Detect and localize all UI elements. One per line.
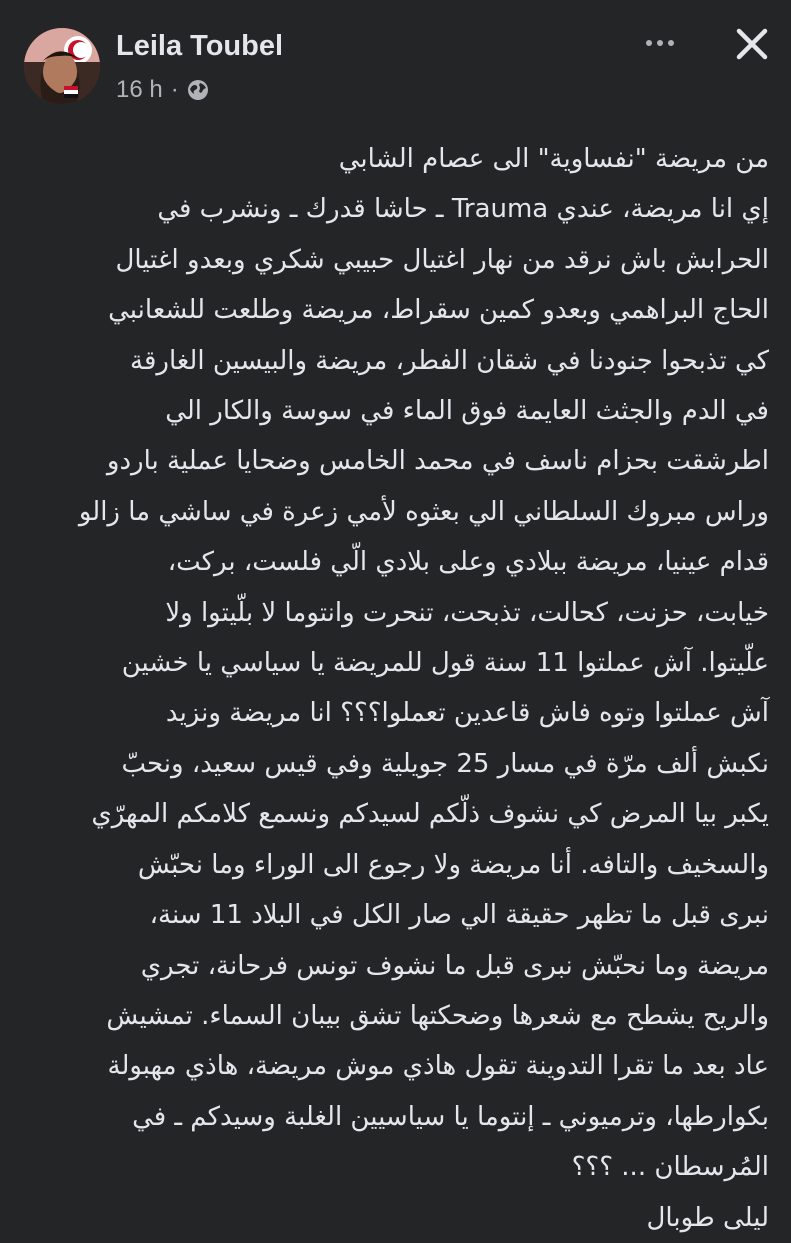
more-dot: [646, 40, 652, 46]
meta-separator: ·: [170, 76, 179, 103]
close-icon[interactable]: [730, 22, 774, 66]
post-text-line: في الدم والجثث العايمة فوق الماء في سوسة والكار الي: [165, 396, 769, 427]
post-text-line: علّيتوا. آش عملتوا 11 سنة قول للمريضة يا سياسي يا خشين: [121, 648, 769, 679]
post-header: [0, 0, 791, 120]
post-meta: [116, 72, 209, 108]
post-text-line: عاد بعد ما تقرا التدوينة تقول هاذي موش مريضة، هاذي مهبولة: [107, 1051, 769, 1082]
post-text-line: الحاج البراهمي وبعدو كمين سقراط، مريضة وطلعت للشعانبي: [108, 295, 769, 326]
post-text-line: إي انا مريضة، عندي Trauma ـ حاشا قدرك ـ ونشرب في: [157, 194, 769, 225]
post-text-line: والسخيف والتافه. أنا مريضة ولا رجوع الى الوراء وما نحبّش: [137, 849, 769, 880]
post-text-line: كي تذبحوا جنودنا في شقان الفطر، مريضة والبيسين الغارقة: [130, 345, 769, 376]
post-text-line: نبرى قبل ما تظهر حقيقة الي صار الكل في البلاد 11 سنة،: [149, 900, 769, 931]
post-text-line: آش عملتوا وتوه فاش قاعدين تعملوا؟؟؟ انا مريضة ونزيد: [165, 698, 769, 729]
post-text-line: يكبر بيا المرض كي نشوف ذلّكم لسيدكم ونسمع كلامكم المهرّي: [91, 799, 769, 830]
post-text-line: نكبش ألف مرّة في مسار 25 جويلية وفي قيس سعيد، ونحبّ: [121, 748, 769, 779]
post-text-line: والريح يشطح مع شعرها وضحكتها تشق بيبان السماء. تمشيش: [106, 1000, 769, 1031]
more-dot: [668, 40, 674, 46]
avatar-image: [24, 28, 100, 104]
post-text-line: الحرابش باش نرقد من نهار اغتيال حبيبي شكري وبعدو اغتيال: [115, 244, 769, 275]
post-text-line: مريضة وما نحبّش نبرى قبل ما نشوف تونس فرحانة، تجري: [140, 950, 769, 981]
post-body: [22, 134, 769, 1243]
globe-icon: [187, 79, 209, 101]
post-text-line: اطرشقت بحزام ناسف في محمد الخامس وضحايا عملية باردو: [106, 446, 769, 477]
author-avatar[interactable]: [24, 28, 100, 104]
post-text-line: بكوارطها، وترميوني ـ إنتوما يا سياسيين الغلبة وسيدكم ـ في: [132, 1101, 769, 1132]
post-text-line: وراس مبروك السلطاني الي بعثوه لأمي زعرة في ساشي ما زالو: [78, 496, 769, 527]
post-text-line: المُرسطان ... ؟؟؟: [571, 1152, 769, 1183]
post-time[interactable]: 16 h: [116, 76, 163, 103]
author-name[interactable]: Leila Toubel: [116, 30, 284, 62]
post-text-line: ليلى طوبال: [646, 1202, 769, 1233]
post-text-line: من مريضة "نفساوية" الى عصام الشابي: [338, 144, 769, 174]
more-options-icon[interactable]: [640, 26, 680, 60]
post-text-line: خيابت، حزنت، كحالت، تذبحت، تنحرت وانتوما لا بلّيتوا ولا: [165, 597, 769, 628]
more-dot: [657, 40, 663, 46]
post-text-line: قدام عينيا، مريضة ببلادي وعلى بلادي الّي فلست، بركت،: [167, 547, 769, 578]
